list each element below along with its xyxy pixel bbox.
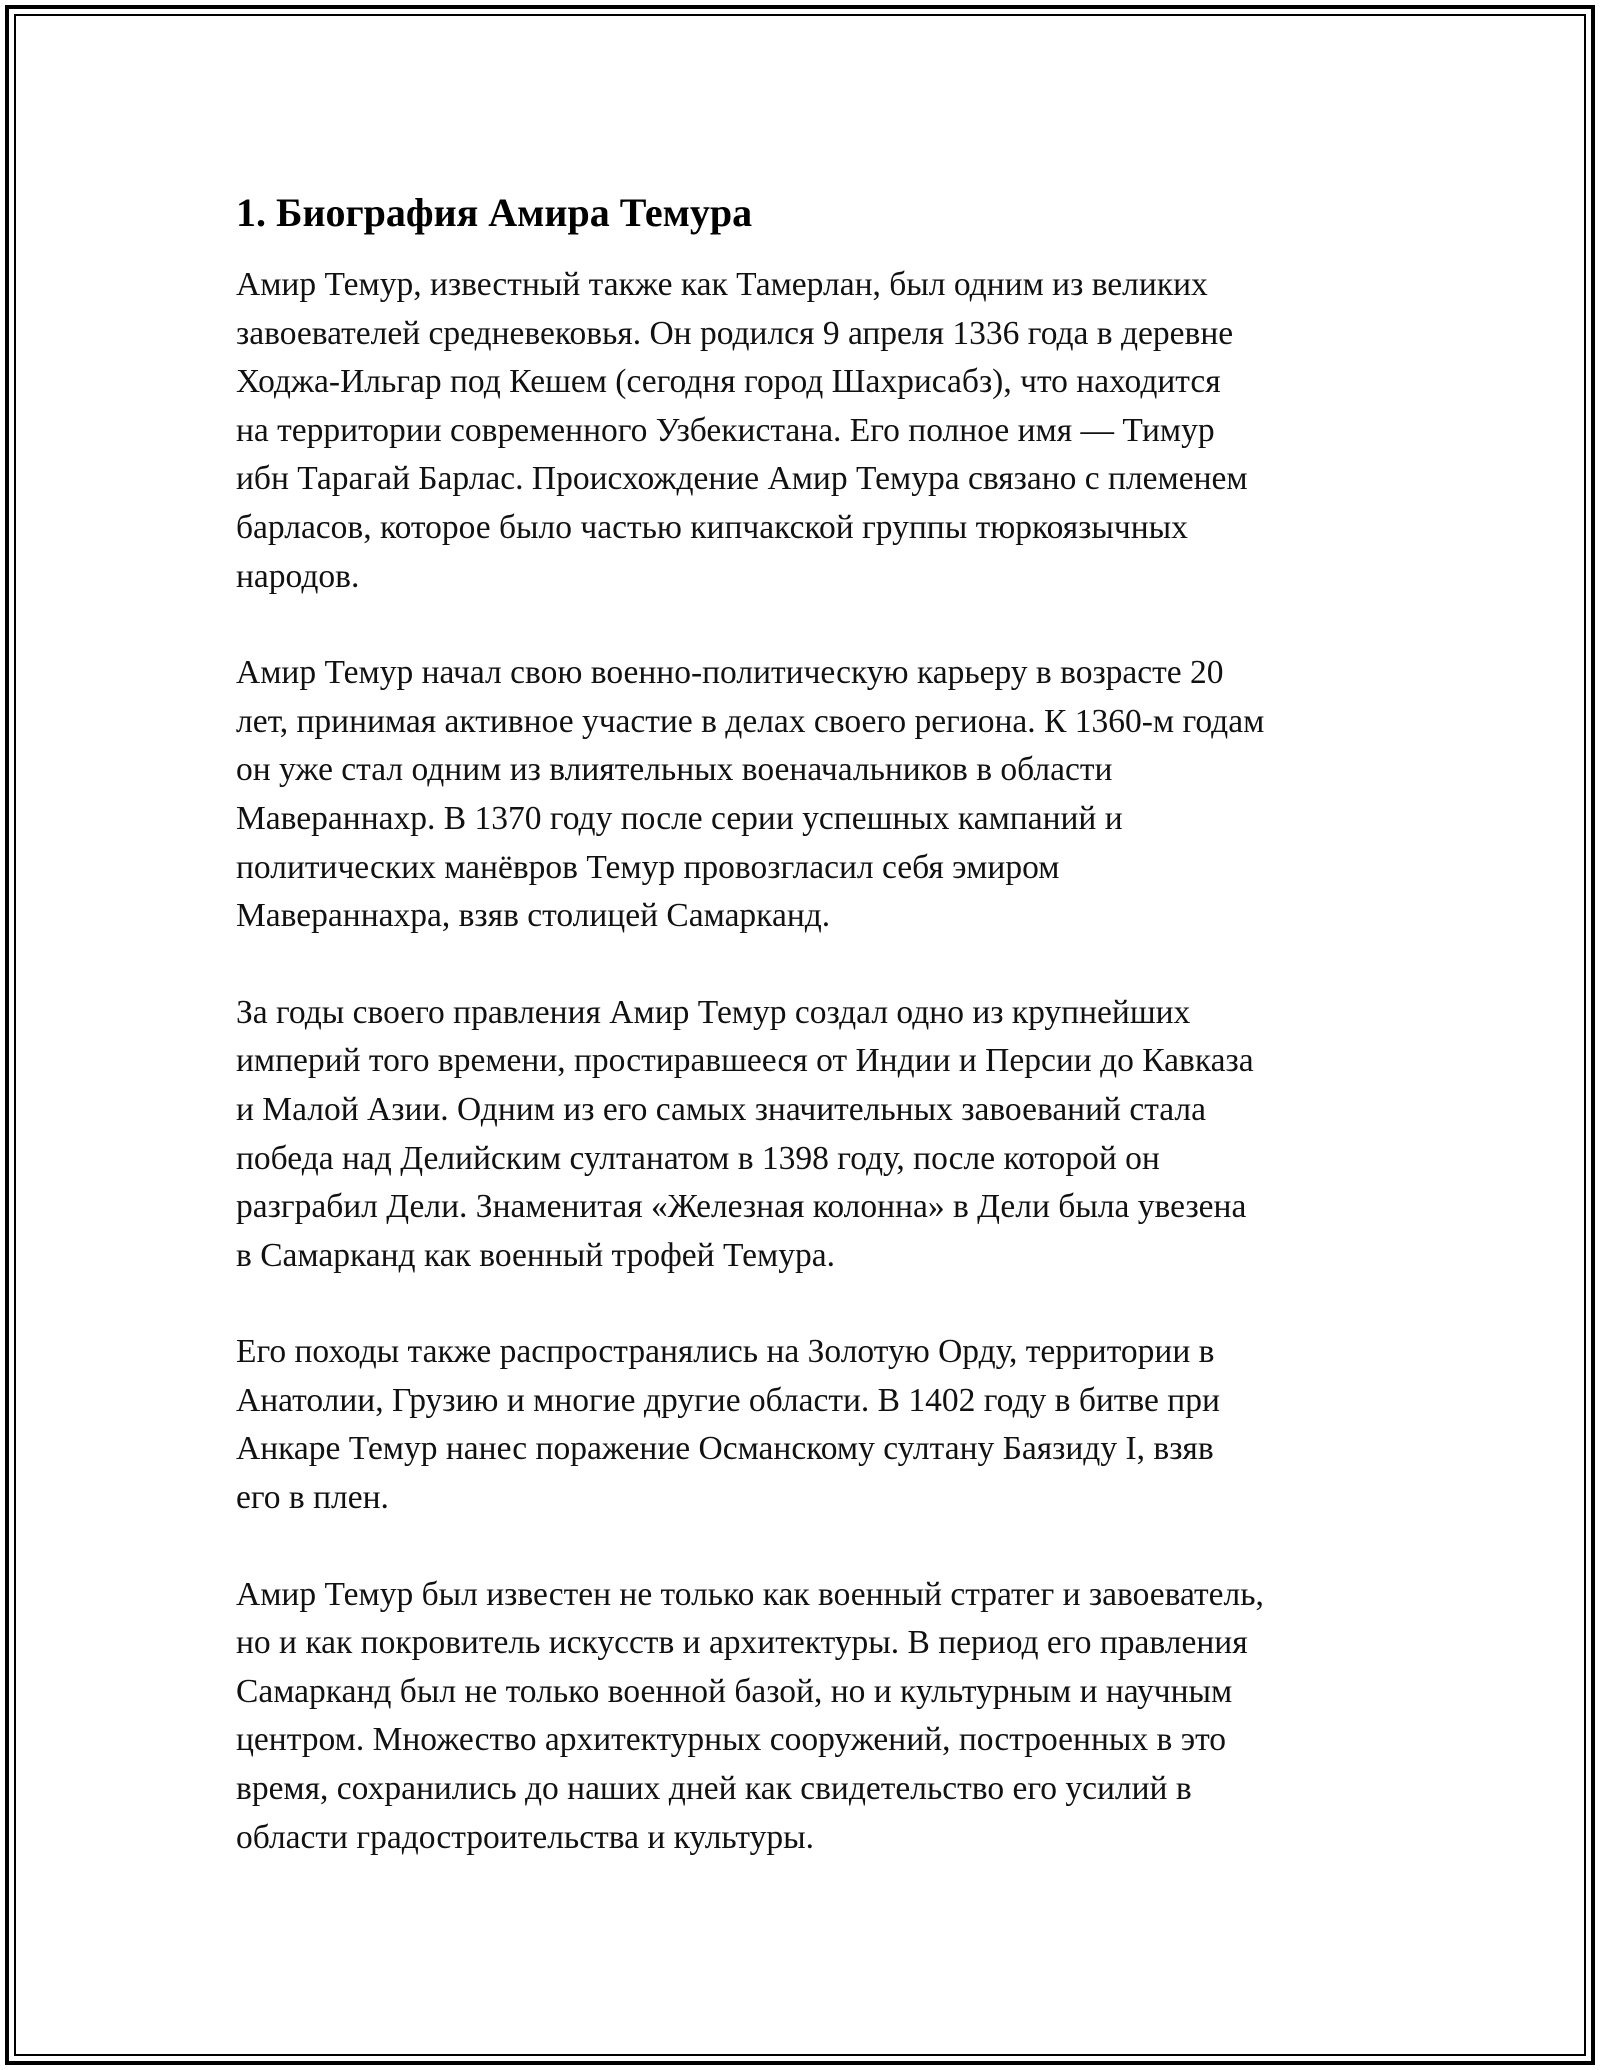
paragraph-empire: За годы своего правления Амир Темур создал одно из крупнейших империй того времени, простиравшееся от Индии и Персии до Кавказа и Малой Азии. Одним из его самых значительных завоеваний стала победа над Делийским султанатом в 1398 году, после которой он разграбил Дели. Знаменитая «Железная колонна» в Дели была увезена в Самарканд как военный трофей Темура. (236, 993, 1254, 1274)
paragraph-career: Амир Темур начал свою военно-политическую карьеру в возрасте 20 лет, принимая активное участие в делах своего региона. К 1360-м годам он уже стал одним из влиятельных военачальников в области Мавераннахр. В 1370 году после серии успешных кампаний и политических манёвров Темур провозгласил себя эмиром Мавераннахра, взяв столицей Самарканд. (236, 654, 1265, 935)
document-body (236, 185, 1386, 1910)
paragraph-origin: Амир Темур, известный также как Тамерлан, был одним из великих завоевателей средневековья. Он родился 9 апреля 1336 года в деревне Ходжа-Ильгар под Кешем (сегодня город Шахрисабз), что находится на территории современного Узбекистана. Его полное имя — Тимур ибн Тарагай Барлас. Происхождение Амир Темура связано с племенем барласов, которое было частью кипчакской группы тюркоязычных народов. (236, 266, 1248, 595)
section-heading: 1. Биография Амира Темура (236, 190, 753, 235)
paragraph-culture: Амир Темур был известен не только как военный стратег и завоеватель, но и как покровитель искусств и архитектуры. В период его правления Самарканд был не только военной базой, но и культурным и научным центром. Множество архитектурных сооружений, построенных в это время, сохранились до наших дней как свидетельство его усилий в области градостроительства и культуры. (236, 1575, 1264, 1856)
paragraph-campaigns: Его походы также распространялись на Золотую Орду, территории в Анатолии, Грузию и многие другие области. В 1402 году в битве при Анкаре Темур нанес поражение Османскому султану Баязиду I, взяв его в плен. (236, 1333, 1220, 1517)
